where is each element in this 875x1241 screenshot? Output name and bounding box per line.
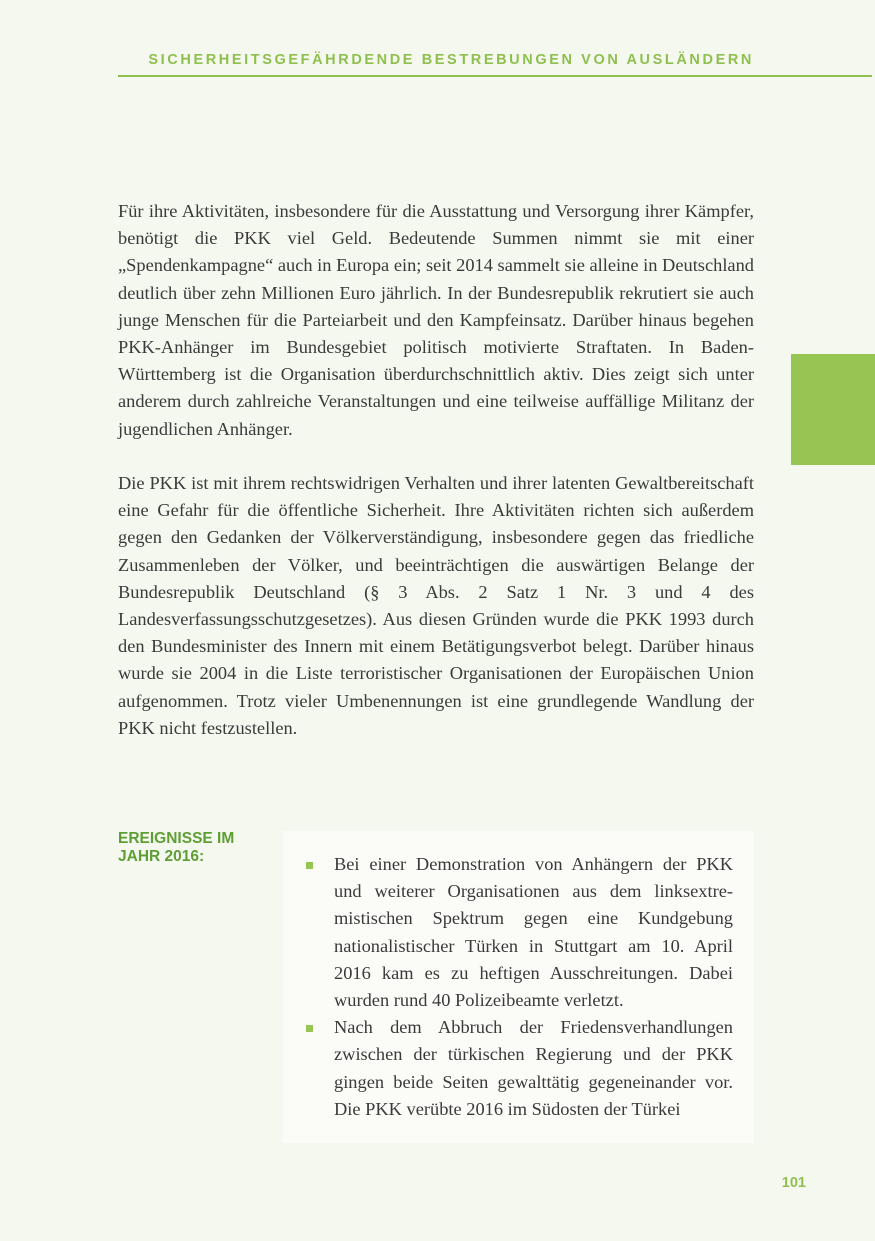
square-bullet-icon	[306, 862, 313, 869]
square-bullet-icon	[306, 1025, 313, 1032]
events-box	[283, 831, 754, 1143]
events-list-item-text: Bei einer Demonstration von Anhängern der PKK und weiterer Organisationen aus dem linksextremistischen Spektrum gegen eine Kundgebung nationalistischer Türken in Stuttgart am 10. April 2016 kam es zu heftigen Ausschreitungen. Dabei wurden rund 40 Polizeibeamte verletzt.	[334, 854, 733, 1011]
events-side-label: EREIGNISSE IM JAHR 2016:	[118, 830, 235, 865]
events-list-item	[303, 851, 733, 1014]
events-list-item-text: Nach dem Abbruch der Friedensverhandlungen zwischen der türkischen Regierung und der PKK gingen beide Seiten gewalttätig gegeneinander vor. Die PKK verübte 2016 im Südosten der Türkei	[334, 1017, 733, 1119]
page-number: 101	[781, 1175, 806, 1191]
events-list	[283, 831, 754, 1123]
events-list-item	[303, 1014, 733, 1123]
body-paragraph: Für ihre Aktivitäten, insbesondere für die Ausstattung und Versorgung ihrer Kämpfer, benötigt die PKK viel Geld. Bedeutende Summen nimmt sie mit einer „Spendenkampagne“ auch in Europa ein; seit 2014 sammelt sie alleine in Deutschland deutlich über zehn Millionen Euro jährlich. In der Bundesrepublik rekrutiert sie auch junge Menschen für die Parteiarbeit und den Kampfeinsatz. Darüber hinaus begehen PKK-Anhänger im Bundesgebiet politisch motivierte Straftaten. In Baden-Württemberg ist die Organisation überdurchschnittlich aktiv. Dies zeigt sich unter anderem durch zahlreiche Veranstaltungen und eine teilweise auffällige Militanz der jugendlichen Anhänger.	[118, 201, 754, 439]
body-paragraph: Die PKK ist mit ihrem rechtswidrigen Verhalten und ihrer latenten Gewaltbereitschaft eine Gefahr für die öffentliche Sicherheit. Ihre Aktivitäten richten sich außerdem gegen den Gedanken der Völkerverständigung, insbesondere gegen das friedliche Zusammenleben der Völker, und beeinträchtigen die auswärtigen Belange der Bundesrepublik Deutschland (§ 3 Abs. 2 Satz 1 Nr. 3 und 4 des Landesverfassungsschutzgesetzes). Aus diesen Gründen wurde die PKK 1993 durch den Bundesminister des Innern mit einem Betätigungsverbot belegt. Darüber hinaus wurde sie 2004 in die Liste terroristischer Organisationen der Europäischen Union aufgenommen. Trotz vieler Umbenennungen ist eine grundlegende Wandlung der PKK nicht festzustellen.	[118, 473, 754, 738]
running-header-title: SICHERHEITSGEFÄHRDENDE BESTREBUNGEN VON AUSLÄNDERN	[148, 52, 754, 68]
chapter-tab-marker	[791, 354, 875, 465]
header-rule	[118, 75, 872, 77]
